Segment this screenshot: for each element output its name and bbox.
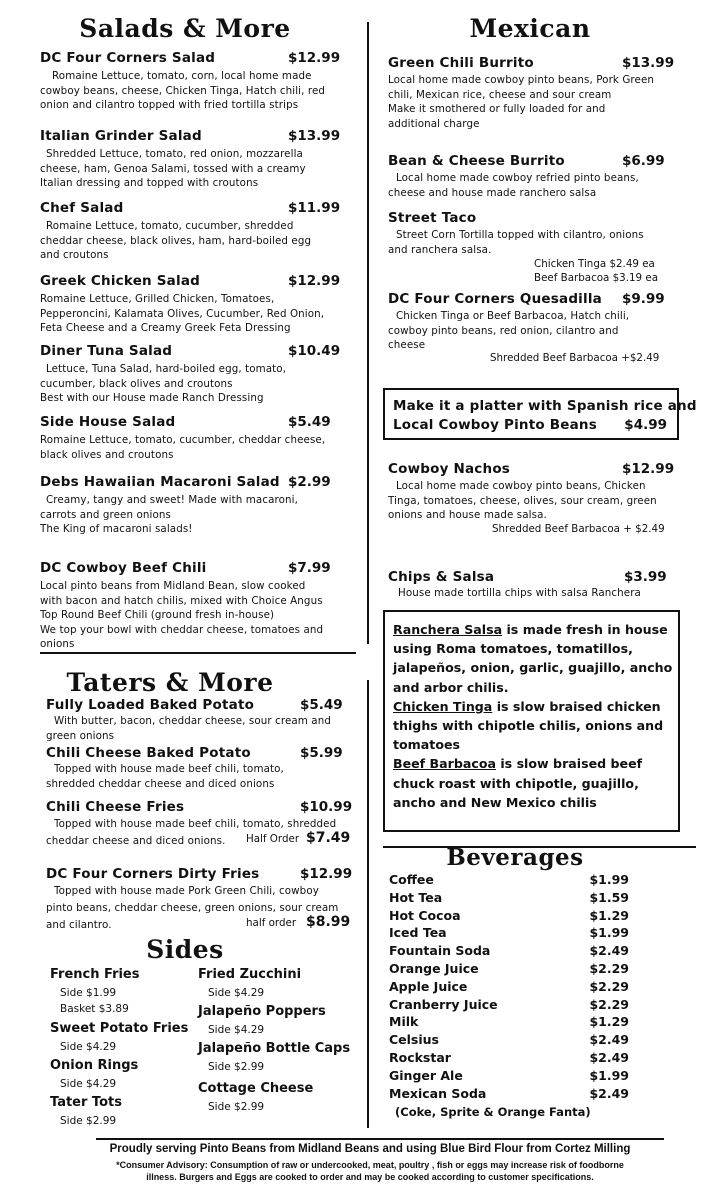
info-line: [393, 754, 672, 773]
menu-item-price: $10.99: [300, 799, 353, 815]
info-line: jalapeños, onion, garlic, guajillo, ancho: [393, 660, 673, 676]
beverage-price: $1.99: [589, 925, 629, 941]
side-item-name: French Fries: [50, 967, 140, 982]
description-line: Topped with house made beef chili, tomato,: [54, 763, 284, 775]
side-item-name: Fried Zucchini: [198, 967, 302, 982]
description-line: additional charge: [388, 117, 480, 130]
half-order-label: Half Order: [246, 833, 300, 845]
menu-item-name: Street Taco: [388, 210, 477, 226]
beverage-row: [389, 1014, 629, 1032]
beverage-price: $1.99: [589, 1067, 629, 1083]
platter-line1: Make it a platter with Spanish rice and: [393, 398, 697, 414]
description-line: and cilantro.: [46, 919, 112, 931]
menu-item-description: House made tortilla chips with salsa Ranchera: [398, 587, 641, 599]
description-line: With butter, bacon, cheddar cheese, sour cream and: [54, 715, 331, 727]
description-line: cheese: [388, 339, 426, 352]
description-line: Tinga, tomatoes, cheese, olives, sour cream, green: [388, 494, 657, 507]
beverage-name: Fountain Soda: [389, 943, 491, 959]
column-divider-lower: [367, 680, 369, 1128]
description-line: and croutons: [40, 249, 109, 262]
info-term: Chicken Tinga: [393, 698, 493, 714]
menu-item-price: $13.99: [622, 55, 675, 71]
beverage-row: [389, 890, 629, 908]
menu-item-price: $12.99: [300, 866, 353, 882]
menu-item-price: $6.99: [622, 153, 665, 169]
menu-item-name: Diner Tuna Salad: [40, 343, 173, 359]
menu-item-name: Greek Chicken Salad: [40, 273, 200, 289]
beverage-name: Ginger Ale: [389, 1067, 463, 1083]
taters-heading: Taters & More: [66, 668, 274, 697]
description-line: Romaine Lettuce, tomato, cucumber, cheddar cheese,: [40, 434, 326, 446]
description-line: with bacon and hatch chilis, mixed with Choice Angus: [40, 594, 323, 607]
menu-item-name: Cowboy Nachos: [388, 461, 511, 477]
description-line: Top Round Beef Chili (ground fresh in-house): [40, 609, 275, 622]
side-item-price: Side $4.29: [208, 1024, 265, 1036]
side-item-name: Sweet Potato Fries: [50, 1021, 189, 1036]
salads-heading: Salads & More: [79, 14, 291, 43]
menu-item-price: $11.99: [288, 200, 341, 216]
description-line: Local home made cowboy pinto beans, Pork Green: [388, 74, 655, 86]
menu-item-description: [40, 433, 360, 462]
menu-item-price: $12.99: [622, 461, 675, 477]
beverage-row: [389, 908, 629, 926]
half-order-price: $8.99: [306, 914, 351, 930]
info-line: ancho and New Mexico chilis: [393, 794, 597, 810]
description-line: cucumber, black olives and croutons: [40, 377, 233, 390]
info-line: [393, 697, 672, 716]
info-box: [383, 610, 680, 832]
description-line: black olives and croutons: [40, 448, 174, 461]
description-line: pinto beans, cheddar cheese, green onions, sour cream: [46, 902, 339, 914]
description-line: shredded cheddar cheese and diced onions: [46, 777, 275, 790]
menu-item-price: $13.99: [288, 128, 341, 144]
menu-item-name: Green Chili Burrito: [388, 55, 534, 71]
beverage-price: $1.99: [589, 872, 629, 887]
info-line: and arbor chilis.: [393, 679, 509, 695]
menu-item-price: $12.99: [288, 273, 341, 289]
info-line: using Roma tomatoes, tomatillos,: [393, 641, 633, 657]
menu-item-description: [388, 171, 688, 200]
description-line: Topped with house made beef chili, tomato, shredded: [54, 818, 337, 830]
beverage-price: $1.29: [589, 1014, 629, 1030]
side-item-name: Onion Rings: [50, 1058, 139, 1073]
beverage-name: Apple Juice: [389, 978, 468, 994]
menu-item-name: DC Four Corners Dirty Fries: [46, 866, 260, 882]
sides-heading: Sides: [146, 935, 224, 964]
beverage-name: Cranberry Juice: [389, 996, 498, 1012]
description-line: chili, Mexican rice, cheese and sour cream: [388, 88, 612, 101]
beverages-list: [389, 872, 649, 1132]
description-line: and ranchera salsa.: [388, 243, 492, 256]
menu-item-description: [388, 73, 688, 131]
nachos-upgrade: Shredded Beef Barbacoa + $2.49: [492, 523, 665, 535]
half-order-label: half order: [246, 917, 297, 929]
description-line: cheddar cheese and diced onions.: [46, 835, 226, 847]
menu-item-description: [40, 69, 360, 113]
side-item-price: Side $2.99: [60, 1115, 117, 1127]
side-item-price: Side $1.99: [60, 987, 117, 999]
description-line: Shredded Lettuce, tomato, red onion, mozzarella: [46, 148, 303, 160]
description-line: cowboy pinto beans, red onion, cilantro and: [388, 324, 619, 337]
side-item-price: Side $4.29: [60, 1078, 117, 1090]
side-item-name: Tater Tots: [50, 1095, 122, 1110]
description-line: Pepperoncini, Kalamata Olives, Cucumber, Red Onion,: [40, 307, 325, 320]
platter-box: [383, 388, 697, 440]
side-item-name: Jalapeño Bottle Caps: [198, 1041, 351, 1056]
beverage-row: [389, 943, 629, 961]
beverage-name: Hot Cocoa: [389, 907, 461, 923]
menu-item-name: Bean & Cheese Burrito: [388, 153, 565, 169]
info-text: is slow braised chicken: [492, 698, 661, 714]
beverage-row: [389, 872, 629, 890]
footer-line1: Proudly serving Pinto Beans from Midland Beans and using Blue Bird Flour from Cortez Milling: [109, 1143, 631, 1155]
description-line: Feta Cheese and a Creamy Greek Feta Dressing: [40, 322, 291, 335]
menu-item-price: $7.99: [288, 560, 331, 576]
beverage-name: Celsius: [389, 1032, 439, 1048]
beverage-name: Mexican Soda: [389, 1085, 487, 1101]
beverage-price: $2.49: [589, 1050, 629, 1065]
platter-price: $4.99: [624, 417, 667, 433]
footer-rule: [96, 1138, 664, 1140]
beverage-price: $2.49: [589, 1032, 629, 1048]
beverage-row: [389, 979, 629, 997]
side-item-name: Jalapeño Poppers: [198, 1004, 326, 1019]
taco-option-chicken: Chicken Tinga $2.49 ea: [534, 258, 655, 270]
description-line: Romaine Lettuce, Grilled Chicken, Tomatoes,: [40, 293, 275, 305]
description-line: carrots and green onions: [40, 508, 171, 521]
description-line: Lettuce, Tuna Salad, hard-boiled egg, tomato,: [46, 363, 287, 375]
beverage-price: $2.29: [589, 978, 629, 994]
menu-item-price: $2.99: [288, 474, 331, 490]
description-line: cheese and house made ranchero salsa: [388, 186, 597, 199]
info-content: [393, 620, 672, 812]
description-line: The King of macaroni salads!: [40, 523, 193, 536]
mexican-heading: Mexican: [469, 14, 591, 43]
description-line: Local pinto beans from Midland Bean, slow cooked: [40, 580, 306, 592]
beverages-heading: Beverages: [446, 844, 584, 871]
description-line: Best with our House made Ranch Dressing: [40, 392, 264, 405]
menu-item-description: [40, 292, 360, 336]
description-line: Italian dressing and topped with croutons: [40, 177, 259, 190]
beverage-name: Rockstar: [389, 1050, 451, 1065]
description-line: We top your bowl with cheddar cheese, tomatoes and: [40, 623, 324, 636]
beverage-name: Coffee: [389, 872, 434, 887]
beverage-price: $2.29: [589, 961, 629, 976]
menu-item-description: [388, 228, 688, 257]
info-line: [393, 620, 672, 639]
beverage-name: Milk: [389, 1014, 419, 1030]
beverage-row: [389, 925, 629, 943]
menu-item-description: [46, 762, 356, 791]
menu-item-description: [388, 479, 688, 523]
salads-bottom-rule: [40, 652, 356, 654]
side-item-name: Cottage Cheese: [198, 1081, 314, 1096]
side-item-price: Side $4.29: [60, 1041, 117, 1053]
half-order-price: $7.49: [306, 830, 351, 846]
info-line: tomatoes: [393, 737, 461, 753]
description-line: Chicken Tinga or Beef Barbacoa, Hatch chili,: [396, 310, 630, 322]
menu-item-name: Chili Cheese Fries: [46, 799, 185, 815]
beverage-row: [389, 1050, 629, 1068]
beverage-price: $1.29: [589, 907, 629, 923]
info-text: is slow braised beef: [495, 756, 643, 772]
menu-item-name: DC Four Corners Quesadilla: [388, 291, 602, 307]
menu-item-name: Chips & Salsa: [388, 569, 495, 585]
description-line: onions: [40, 638, 75, 651]
info-line: chuck roast with chipotle, guajillo,: [393, 775, 639, 791]
beverage-name: Iced Tea: [389, 925, 447, 941]
menu-item-price: $9.99: [622, 291, 665, 307]
description-line: Street Corn Tortilla topped with cilantro, onions: [396, 229, 644, 241]
menu-item-description: [40, 362, 360, 406]
menu-item-price: $10.49: [288, 343, 341, 359]
info-text: is made fresh in house: [502, 622, 668, 637]
description-line: Local home made cowboy refried pinto beans,: [396, 172, 639, 184]
menu-item-name: Chef Salad: [40, 200, 124, 216]
side-item-price: Basket $3.89: [60, 1003, 129, 1015]
menu-item-price: $3.99: [624, 569, 667, 585]
description-line: Topped with house made Pork Green Chili, cowboy: [54, 885, 319, 897]
menu-item-name: DC Four Corners Salad: [40, 50, 216, 66]
beverage-note: (Coke, Sprite & Orange Fanta): [395, 1105, 591, 1120]
beverage-price: $2.49: [589, 943, 629, 959]
description-line: onion and cilantro topped with fried tortilla strips: [40, 99, 299, 112]
beverage-name: Orange Juice: [389, 961, 479, 976]
side-item-price: Side $2.99: [208, 1101, 265, 1113]
beverage-row: [389, 1032, 629, 1050]
menu-item-price: $12.99: [288, 50, 341, 66]
menu-item-name: Debs Hawaiian Macaroni Salad: [40, 474, 280, 490]
beverage-name: Hot Tea: [389, 889, 443, 905]
menu-item-name: Side House Salad: [40, 414, 176, 430]
beverage-row: [389, 997, 629, 1015]
description-line: Local home made cowboy pinto beans, Chicken: [396, 480, 646, 492]
menu-item-price: $5.49: [300, 697, 343, 713]
beverage-row: [389, 1068, 629, 1086]
description-line: Make it smothered or fully loaded for and: [388, 103, 606, 116]
menu-item-name: Italian Grinder Salad: [40, 128, 202, 144]
beverage-row: [389, 1086, 629, 1104]
menu-item-name: Fully Loaded Baked Potato: [46, 697, 255, 713]
description-line: cheddar cheese, black olives, ham, hard-boiled egg: [40, 234, 312, 247]
menu-item-description: [40, 219, 360, 263]
platter-line2: Local Cowboy Pinto Beans: [393, 417, 597, 433]
menu-item-description: [40, 493, 360, 537]
menu-item-description: [40, 579, 360, 652]
menu-item-price: $5.99: [300, 745, 343, 761]
menu-item-name: DC Cowboy Beef Chili: [40, 560, 207, 576]
description-line: Romaine Lettuce, tomato, corn, local home made: [52, 70, 312, 82]
description-line: green onions: [46, 729, 115, 742]
info-term: Beef Barbacoa: [393, 756, 496, 772]
info-line: thighs with chipotle chilis, onions and: [393, 718, 664, 734]
footer-line2: *Consumer Advisory: Consumption of raw or undercooked, meat, poultry , fish or eggs may increase risk of foodborne: [116, 1160, 624, 1170]
description-line: cheese, ham, Genoa Salami, tossed with a creamy: [40, 162, 306, 175]
menu-item-price: $5.49: [288, 414, 331, 430]
description-line: cowboy beans, cheese, Chicken Tinga, Hatch chili, red: [40, 84, 326, 97]
beverage-row: [389, 961, 629, 979]
beverage-price: $2.49: [589, 1085, 629, 1101]
column-divider: [367, 22, 369, 644]
description-line: onions and house made salsa.: [388, 509, 547, 522]
info-term: Ranchera Salsa: [393, 622, 503, 637]
footer-line3: illness. Burgers and Eggs are cooked to order and may be cooked according to customer specifications.: [146, 1172, 594, 1182]
side-item-price: Side $2.99: [208, 1061, 265, 1073]
menu-item-description: [388, 309, 688, 353]
side-item-price: Side $4.29: [208, 987, 265, 999]
taco-option-beef: Beef Barbacoa $3.19 ea: [534, 272, 659, 284]
quesadilla-upgrade: Shredded Beef Barbacoa +$2.49: [490, 352, 660, 364]
menu-item-name: Chili Cheese Baked Potato: [46, 745, 251, 761]
beverage-price: $2.29: [589, 996, 629, 1012]
description-line: Creamy, tangy and sweet! Made with macaroni,: [46, 494, 298, 506]
description-line: Romaine Lettuce, tomato, cucumber, shredded: [46, 220, 294, 232]
menu-item-description: [40, 147, 360, 191]
menu-item-description: [46, 714, 356, 743]
beverage-price: $1.59: [589, 889, 629, 905]
